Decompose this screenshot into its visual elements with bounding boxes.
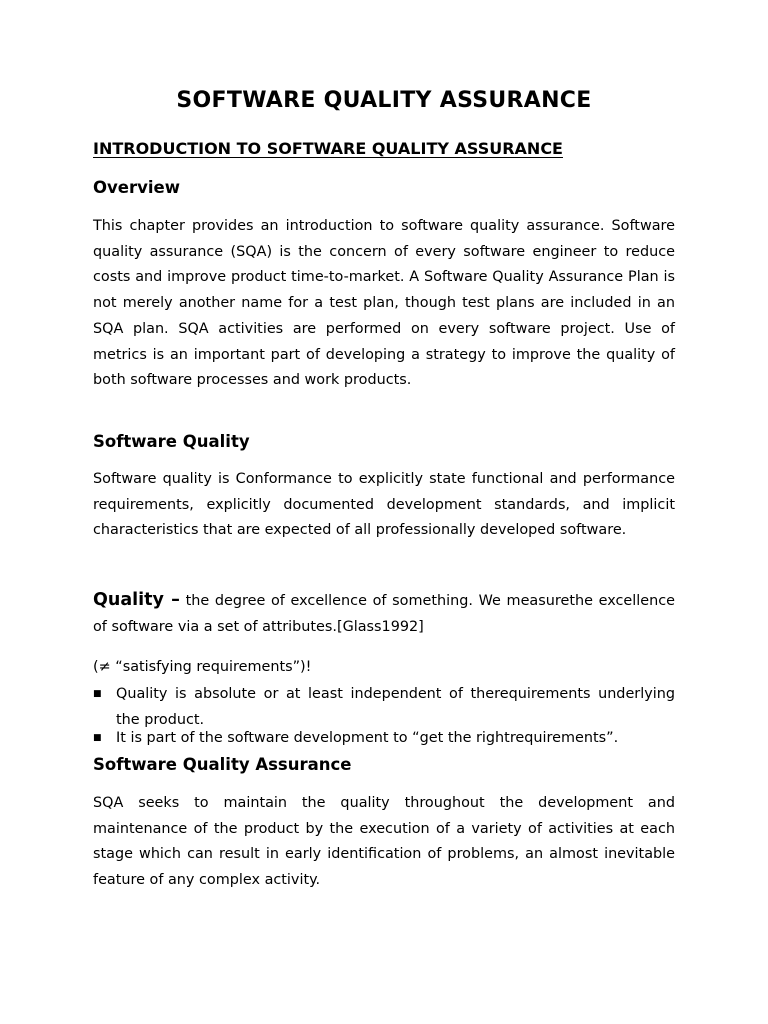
quality-definition-text: the degree of excellence of something. We measurethe excellence of software via a set of attributes.[Glass1992] bbox=[93, 593, 675, 635]
software-quality-paragraph: Software quality is Conformance to explicitly state functional and performance requirements, explicitly documented development standards, and implicit characteristics that are expected of all professionally developed software. bbox=[93, 471, 675, 539]
sqa-paragraph: SQA seeks to maintain the quality throughout the development and maintenance of the product by the execution of a variety of activities at each stage which can result in early identification of problems, an almost inevitable feature of any complex activity. bbox=[93, 795, 675, 889]
quality-term: Quality – bbox=[93, 590, 180, 610]
bullet-text: It is part of the software development to “get the rightrequirements”. bbox=[116, 730, 619, 746]
document-title: SOFTWARE QUALITY ASSURANCE bbox=[176, 88, 592, 113]
list-item bbox=[93, 730, 675, 747]
bullet-text: Quality is absolute or at least independent of therequirements underlying the product. bbox=[116, 686, 675, 728]
software-quality-heading: Software Quality bbox=[93, 432, 250, 451]
sqa-heading: Software Quality Assurance bbox=[93, 755, 352, 774]
list-item bbox=[93, 681, 675, 733]
quality-note: (≠ “satisfying requirements”)! bbox=[93, 659, 312, 675]
overview-paragraph: This chapter provides an introduction to software quality assurance. Software quality assurance (SQA) is the concern of every software engineer to reduce costs and improve product time-to-market. A Software Quality Assurance Plan is not merely another name for a test plan, though test plans are included in an SQA plan. SQA activities are performed on every software project. Use of metrics is an important part of developing a strategy to improve the quality of both software processes and work products. bbox=[93, 218, 675, 389]
bullet-icon: ■ bbox=[93, 689, 102, 699]
quality-bullet-list bbox=[93, 681, 675, 747]
bullet-icon: ■ bbox=[93, 733, 102, 743]
quality-definition-paragraph bbox=[93, 588, 675, 640]
overview-heading: Overview bbox=[93, 178, 180, 197]
intro-heading: INTRODUCTION TO SOFTWARE QUALITY ASSURANCE bbox=[93, 139, 563, 158]
